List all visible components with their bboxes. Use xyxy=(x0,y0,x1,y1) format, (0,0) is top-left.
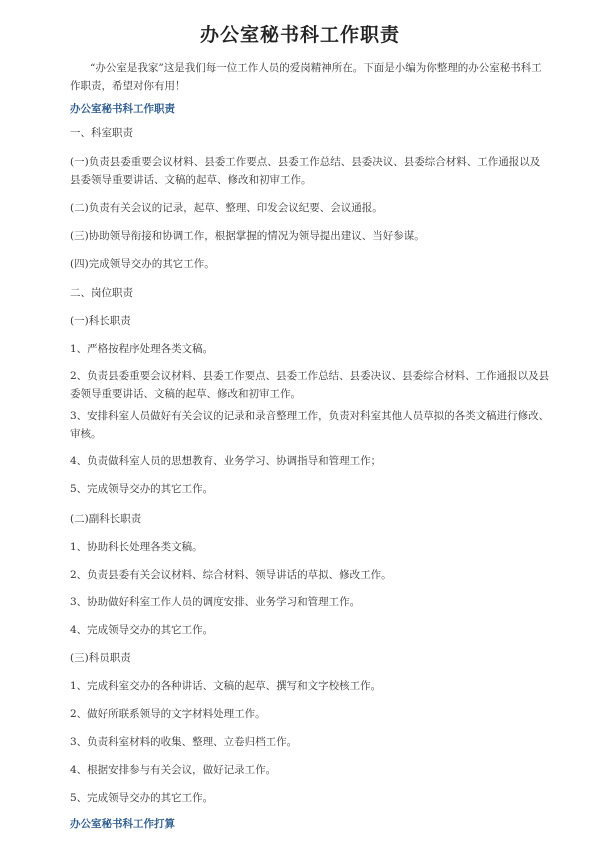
paragraph: 2、负责县委有关会议材料、综合材料、领导讲话的草拟、修改工作。 xyxy=(70,569,392,581)
paragraph: 5、完成领导交办的其它工作。 xyxy=(70,483,214,495)
paragraph: (一)科长职责 xyxy=(70,315,131,327)
paragraph: 3、安排科室人员做好有关会议的记录和录音整理工作，负责对科室其他人员草拟的各类文稿进行修改、审核。 xyxy=(70,410,550,440)
section-heading-duties: 办公室秘书科工作职责 xyxy=(70,103,175,115)
paragraph: 4、负责做科室人员的思想教育、业务学习、协调指导和管理工作； xyxy=(70,455,382,467)
paragraph: 4、完成领导交办的其它工作。 xyxy=(70,624,214,636)
paragraph: 4、根据安排参与有关会议，做好记录工作。 xyxy=(70,764,277,776)
paragraph: 1、完成科室交办的各种讲话、文稿的起草、撰写和文字校核工作。 xyxy=(70,680,382,692)
paragraph: 一、科室职责 xyxy=(70,127,133,139)
paragraph: (三)协助领导衔接和协调工作，根据掌握的情况为领导提出建议、当好参谋。 xyxy=(70,230,425,242)
paragraph: (二)负责有关会议的记录，起草、整理、印发会议纪要、会议通报。 xyxy=(70,202,383,214)
paragraph: 3、负责科室材料的收集、整理、立卷归档工作。 xyxy=(70,736,298,748)
intro-paragraph: “办公室是我家”这是我们每一位工作人员的爱岗精神所在。下面是小编为你整理的办公室秘书科工作职责，希望对你有用！ xyxy=(70,62,542,92)
paragraph: 1、严格按程序处理各类文稿。 xyxy=(70,343,214,355)
paragraph: (四)完成领导交办的其它工作。 xyxy=(70,258,215,270)
page-title: 办公室秘书科工作职责 xyxy=(199,24,400,46)
paragraph: (一)负责县委重要会议材料、县委工作要点、县委工作总结、县委决议、县委综合材料、工作通报以及县委领导重要讲话、文稿的起草、修改和初审工作。 xyxy=(70,156,541,186)
paragraph: 二、岗位职责 xyxy=(70,287,133,299)
paragraph: (三)科员职责 xyxy=(70,652,131,664)
paragraph: 5、完成领导交办的其它工作。 xyxy=(70,792,214,804)
paragraph: 2、做好所联系领导的文字材料处理工作。 xyxy=(70,708,266,720)
paragraph: 3、协助做好科室工作人员的调度安排、业务学习和管理工作。 xyxy=(70,596,361,608)
paragraph: (二)副科长职责 xyxy=(70,513,142,525)
paragraph: 1、协助科长处理各类文稿。 xyxy=(70,541,203,553)
paragraph: 2、负责县委重要会议材料、县委工作要点、县委工作总结、县委决议、县委综合材料、工作通报以及县委领导重要讲话、文稿的起草、修改和初审工作。 xyxy=(70,370,550,400)
section-heading-plan: 办公室秘书科工作打算 xyxy=(70,818,175,830)
